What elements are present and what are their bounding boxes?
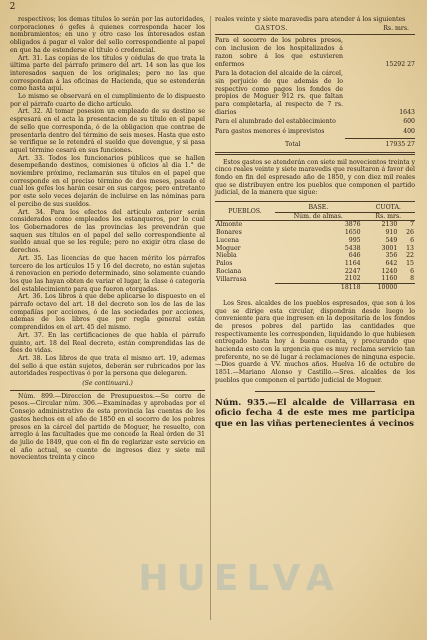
- cuota-rs-cell: 642: [385, 259, 398, 267]
- cuota-rs-cell: 549: [385, 236, 398, 244]
- cuota-mrs-cell: 15: [406, 259, 414, 267]
- cuota-mrs-cell: 8: [410, 275, 414, 283]
- reparto-total-almas: 18118: [275, 284, 362, 292]
- cuota-mrs-cell: 7: [410, 221, 414, 229]
- left-paragraphs: [10, 16, 205, 378]
- left-paragraph: Art. 34. Para los efectos del artículo anterior serán considerados como empleados los estanqueros, por lo cual los Gobernadores de las provincias les prevendrán que saquen sus títulos en el papel del sello correspondiente al sueldo anual que se les regule; pero no exigir otra clase de derechos.: [10, 208, 205, 255]
- cuota-mrs-cell: 6: [410, 267, 414, 275]
- cuota-rs-cell: 910: [385, 229, 398, 237]
- cuota-mrs-cell: 6: [410, 236, 414, 244]
- almas-cell: 2102: [344, 275, 361, 283]
- separator-rule: [10, 390, 205, 391]
- table-row: [215, 275, 415, 283]
- cuota-rs-cell: 356: [385, 252, 398, 260]
- table-top-rule: [215, 201, 415, 202]
- col-base-sub: Núm. de almas.: [275, 212, 362, 221]
- almas-cell: 3876: [344, 221, 361, 229]
- left-paragraph: Art. 38. Los libros de que trata el mismo art. 19, ademas del sello á que están sujetos, deberán ser rubricados por las autoridades respectivas ó por la persona que delegaren.: [10, 354, 205, 378]
- gastos-total-label: Total: [285, 140, 301, 148]
- col-base: BASE.: [275, 204, 362, 212]
- table-row: [215, 221, 415, 229]
- table-row: [215, 260, 415, 268]
- circular-899: [10, 393, 205, 462]
- pueblo-cell: Palos: [216, 259, 233, 267]
- gastos-socorro-text: Para el socorro de los pobres presos, con inclusion de los hospitalizados á razon sobre á los que estuvieren enfermos: [215, 37, 343, 68]
- cuota-rs-cell: 3001: [381, 244, 398, 252]
- gastos-dotacion-text: Para la dotacion del alcaide de la cárcel, sin perjuicio de que además de lo respectivo como pagos los fondos de propios de Moguer 912 rs. que faltan para completarla, al respecto de 7 rs. diarios: [215, 70, 343, 116]
- pueblo-cell: Lucena: [216, 236, 239, 244]
- reparto-intro: Estos gastos se atenderán con siete mil novecientos treinta y cinco reales veinte y siete maravedis que resultaron á favor del fondo en fin del espresado año de 1850, y con diez mil reales que se distribuyen entre los pueblos que componen el partido judicial, de la manera que sigue:: [215, 158, 415, 197]
- table-row: [215, 252, 415, 260]
- gastos-item-dotacion: [215, 70, 415, 116]
- reparto-rows: [215, 221, 415, 284]
- col-pueblos: PUEBLOS.: [215, 204, 275, 221]
- left-paragraph: respectivos; los demas títulos lo serán por las autoridades, corporaciones ó gefes á quienes corresponda hacer los nombramientos; en uno y otro caso los interesados estan obligados á pagar el valor del sello correspondiente al papel en que ha de estenderse el título ó credencial.: [10, 16, 205, 54]
- cuota-rs-cell: 1240: [381, 267, 398, 275]
- gastos-menores-value: 400: [403, 128, 415, 136]
- gastos-dotacion-value: 1643: [399, 108, 415, 116]
- table-row: [215, 268, 415, 276]
- gastos-header: [215, 25, 415, 33]
- archive-watermark: HUELVA: [138, 558, 342, 599]
- almas-cell: 646: [348, 252, 361, 260]
- gastos-heading: GASTOS.: [255, 24, 289, 32]
- almas-cell: 1650: [344, 229, 361, 237]
- reparto-table: [215, 204, 415, 292]
- pueblo-cell: Moguer: [216, 244, 241, 252]
- gastos-item-menores: [215, 128, 415, 136]
- cuota-rs-cell: 1160: [381, 275, 398, 283]
- pueblo-cell: Bonares: [216, 229, 242, 237]
- gastos-socorro-value: 15292 27: [385, 60, 415, 68]
- page-number: 2: [9, 2, 17, 12]
- gastos-menores-text: Para gastos menores é imprevistos: [215, 128, 325, 136]
- left-paragraph: Art. 33. Todos los funcionarios públicos que se hallen desempeñando destinos, comisiones ú oficios al dia 1.° de noviembre próximo, reclamarán sus títulos en el papel que corresponde en el preciso término de dos meses, pasado el cual los gefes los harán cesar en sus cargos; pero entretanto por este solo veces dejarán de incluirse en las nóminas para el percibo de sus sueldos.: [10, 154, 205, 208]
- reparto-total-mrs: [398, 284, 415, 292]
- right-column: [215, 16, 415, 429]
- table-row: [215, 237, 415, 245]
- cuota-mrs-cell: 26: [406, 229, 414, 237]
- left-paragraph: Art. 37. En las certificaciones de que habla el párrafo quinto, art. 18 del Real decreto, están comprendidas las de fees de vidas.: [10, 331, 205, 355]
- final-separator: [255, 391, 375, 392]
- gastos-rule: [215, 34, 415, 35]
- left-column: [10, 16, 205, 462]
- left-paragraph: Art. 31. Las copias de los títulos y cédulas de que trata la última parte del párrafo primero del art. 14 son las que los interesados saquen de los originales; pero no las que correspondan á las oficinas de Hacienda, que se estenderán como hasta aquí.: [10, 54, 205, 93]
- gastos-total-row: [215, 141, 415, 149]
- pueblo-cell: Villarrasa: [216, 275, 247, 283]
- right-intro: reales veinte y siete maravedis para atender á los siguientes: [215, 16, 406, 23]
- gastos-unit: Rs. mrs.: [383, 24, 409, 32]
- reparto-total-row: [215, 284, 415, 292]
- pueblo-cell: Almonte: [216, 221, 243, 229]
- col-cuota-sub: Rs. mrs.: [362, 212, 415, 221]
- gastos-item-alumbrado: [215, 118, 415, 126]
- pueblo-cell: Rociana: [216, 267, 242, 275]
- left-paragraph: Art. 36. Los libros á que debe aplicarse lo dispuesto en el párrafo octavo del art. 18 del decreto son los de las de las compañías por acciones, ó de las sociedades por acciones, ademas de los libros que por regla general están comprendidos en el art. 45 del mismo.: [10, 293, 205, 332]
- gastos-total-value: 17935 27: [385, 140, 415, 148]
- alcaldes-text: Los Sres. alcaldes de los pueblos espresados, que son á los que se dirige esta circular, dispondrán desde luego lo conveniente para que ingresen en la depositaría de los fondos de presos pobres del partido las cantidades que respectivamente les corresponden, liquidando lo que hubiesen entregado hasta hoy á buena cuenta, y procurando que hacienda esto con la urgencia que es muy reclama servicio tan preferente, no se dé lugar á reclamaciones de ninguna especie.—Dios guarde á VV. muchos años. Huelva 16 de octubre de 1851.—Mariano Alonso y Castillo.—Sres. alcaldes de los pueblos que componen el partido judicial de Moguer.: [215, 299, 415, 384]
- continuation-note: (Se continuará.): [82, 380, 133, 388]
- cuota-mrs-cell: 13: [406, 244, 414, 252]
- cuota-mrs-cell: 22: [406, 252, 414, 260]
- final-notice: Núm. 935.—El alcalde de Villarrasa en oficio fecha 4 de este mes me participa que en las viñas pertenecientes á vecinos: [215, 397, 415, 429]
- left-paragraph: Lo mismo se observará en el cumplimiento de lo dispuesto por el párrafo cuarto de dicho artículo.: [10, 93, 205, 108]
- reparto-total-rs: 10000: [362, 284, 399, 292]
- gastos-alumbrado-value: 600: [403, 118, 415, 126]
- circular-paragraph: Núm. 899.—Direccion de Presupuestos.—Se corre de pesos.—Circular núm. 306.—Examinadas y aprobadas por el Consejo administrativo de esta provincia las cuentas de los gastos hechos en el año de 1850 en el socorro de los pobres presos en la cárcel del partido de Moguer, he resuelto, con arreglo á las facultades que me concede la Real órden de 31 de julio de 1849, que con el fin de reglarizar este servicio en el año actual, se cuente de ingresos diez y siete mil novecientos treinta y cinco: [10, 392, 205, 462]
- table-row: [215, 245, 415, 253]
- gastos-total-rule: [345, 138, 415, 139]
- almas-cell: 1164: [344, 259, 361, 267]
- pueblo-cell: Niebla: [216, 252, 237, 260]
- cuota-rs-cell: 2130: [381, 221, 398, 229]
- gastos-item-socorro: [215, 37, 415, 68]
- left-paragraph: Art. 35. Las licencias de que hacen mérito los párrafos tercero de los artículos 15 y 16 del decreto, no están sujetas á renovacion en periodo determinado, sino solamente cuando los que las hayan obten de variar el lugar, la clase ó categoría del establecimiento para que fueron otorgadas.: [10, 254, 205, 293]
- table-row: [215, 229, 415, 237]
- column-divider: [210, 16, 211, 620]
- almas-cell: 5438: [344, 244, 361, 252]
- almas-cell: 995: [348, 236, 361, 244]
- col-cuota: CUOTA.: [362, 204, 415, 212]
- double-rule: [215, 152, 415, 155]
- gastos-alumbrado-text: Para el alumbrado del establecimiento: [215, 118, 336, 126]
- almas-cell: 2247: [344, 267, 361, 275]
- left-paragraph: Art. 32. Al tomar posesion un empleado de su destino se espresará en el acta la presentacion de su título en el papel de sello que corresponda, ó de la obligacion que contrae de presentarla dentro del término de seis meses. Hasta que esto se verifique se le retendrá el sueldo que devengue, y si pasa aquel término cesará en sus funciones.: [10, 108, 205, 154]
